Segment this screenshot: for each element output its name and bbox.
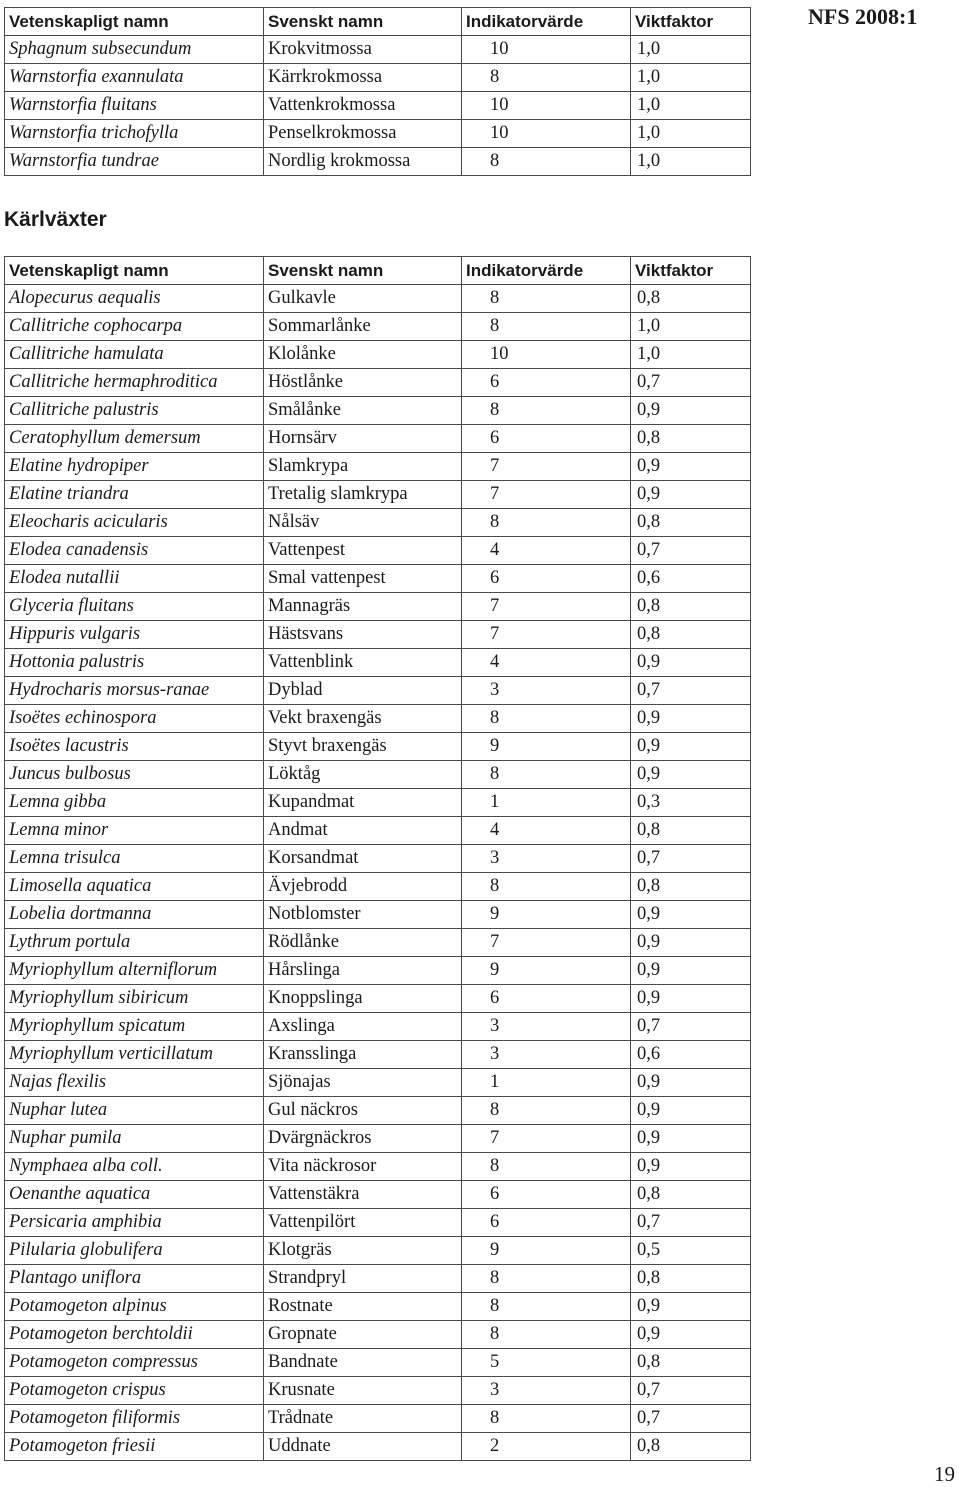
table-row [5,621,751,649]
table-row [5,509,751,537]
indicator-value-cell: 6 [462,1209,631,1237]
weight-factor-cell: 0,7 [631,1209,751,1237]
scientific-name-cell: Myriophyllum spicatum [5,1013,264,1041]
weight-factor-cell: 1,0 [631,341,751,369]
weight-factor-cell: 0,8 [631,593,751,621]
indicator-value-cell: 1 [462,1069,631,1097]
table-row [5,1349,751,1377]
scientific-name-cell: Glyceria fluitans [5,593,264,621]
swedish-name-cell: Sommarlånke [264,313,462,341]
scientific-name-cell: Warnstorfia tundrae [5,148,264,176]
weight-factor-cell: 0,6 [631,1041,751,1069]
table-row [5,120,751,148]
scientific-name-cell: Potamogeton alpinus [5,1293,264,1321]
indicator-value-cell: 6 [462,1181,631,1209]
weight-factor-cell: 0,9 [631,1097,751,1125]
swedish-name-cell: Penselkrokmossa [264,120,462,148]
swedish-name-cell: Klotgräs [264,1237,462,1265]
weight-factor-cell: 1,0 [631,148,751,176]
table-row [5,1433,751,1461]
indicator-value-cell: 8 [462,1405,631,1433]
indicator-value-cell: 3 [462,1377,631,1405]
scientific-name-cell: Potamogeton filiformis [5,1405,264,1433]
scientific-name-cell: Oenanthe aquatica [5,1181,264,1209]
swedish-name-cell: Hästsvans [264,621,462,649]
weight-factor-cell: 0,6 [631,565,751,593]
table-header-row [5,257,751,285]
indicator-value-cell: 4 [462,817,631,845]
weight-factor-cell: 0,8 [631,285,751,313]
indicator-value-cell: 7 [462,453,631,481]
swedish-name-cell: Mannagräs [264,593,462,621]
scientific-name-cell: Eleocharis acicularis [5,509,264,537]
weight-factor-cell: 0,9 [631,901,751,929]
indicator-value-cell: 10 [462,120,631,148]
indicator-value-cell: 6 [462,369,631,397]
scientific-name-cell: Pilularia globulifera [5,1237,264,1265]
table-row [5,593,751,621]
weight-factor-cell: 0,3 [631,789,751,817]
table-row [5,957,751,985]
swedish-name-cell: Andmat [264,817,462,845]
weight-factor-cell: 0,7 [631,537,751,565]
weight-factor-cell: 0,9 [631,397,751,425]
col-header-indicator-value: Indikatorvärde [462,8,631,36]
swedish-name-cell: Tretalig slamkrypa [264,481,462,509]
table-row [5,1041,751,1069]
scientific-name-cell: Warnstorfia fluitans [5,92,264,120]
weight-factor-cell: 0,8 [631,817,751,845]
col-header-swedish-name: Svenskt namn [264,257,462,285]
swedish-name-cell: Vattenkrokmossa [264,92,462,120]
weight-factor-cell: 0,9 [631,733,751,761]
table-row [5,1405,751,1433]
indicator-value-cell: 8 [462,1097,631,1125]
indicator-value-cell: 3 [462,1041,631,1069]
document-id: NFS 2008:1 [808,4,918,29]
table-row [5,148,751,176]
swedish-name-cell: Ävjebrodd [264,873,462,901]
swedish-name-cell: Knoppslinga [264,985,462,1013]
swedish-name-cell: Styvt braxengäs [264,733,462,761]
swedish-name-cell: Krusnate [264,1377,462,1405]
indicator-value-cell: 8 [462,285,631,313]
weight-factor-cell: 1,0 [631,36,751,64]
weight-factor-cell: 0,5 [631,1237,751,1265]
scientific-name-cell: Potamogeton berchtoldii [5,1321,264,1349]
scientific-name-cell: Persicaria amphibia [5,1209,264,1237]
indicator-value-cell: 3 [462,1013,631,1041]
scientific-name-cell: Potamogeton friesii [5,1433,264,1461]
swedish-name-cell: Vita näckrosor [264,1153,462,1181]
scientific-name-cell: Plantago uniflora [5,1265,264,1293]
indicator-value-cell: 4 [462,649,631,677]
weight-factor-cell: 0,9 [631,957,751,985]
col-header-weight-factor: Viktfaktor [631,257,751,285]
scientific-name-cell: Ceratophyllum demersum [5,425,264,453]
swedish-name-cell: Kärrkrokmossa [264,64,462,92]
scientific-name-cell: Hottonia palustris [5,649,264,677]
weight-factor-cell: 0,7 [631,1405,751,1433]
scientific-name-cell: Lobelia dortmanna [5,901,264,929]
weight-factor-cell: 0,8 [631,873,751,901]
col-header-swedish-name: Svenskt namn [264,8,462,36]
section-title-karlvaxter: Kärlväxter [4,208,107,231]
scientific-name-cell: Potamogeton compressus [5,1349,264,1377]
scientific-name-cell: Callitriche palustris [5,397,264,425]
indicator-value-cell: 7 [462,481,631,509]
table-row [5,537,751,565]
indicator-value-cell: 4 [462,537,631,565]
weight-factor-cell: 0,9 [631,985,751,1013]
moss-table [4,7,751,176]
table-row [5,92,751,120]
indicator-value-cell: 9 [462,1237,631,1265]
scientific-name-cell: Lemna trisulca [5,845,264,873]
table-row [5,1237,751,1265]
indicator-value-cell: 8 [462,873,631,901]
indicator-value-cell: 8 [462,313,631,341]
scientific-name-cell: Limosella aquatica [5,873,264,901]
scientific-name-cell: Elodea canadensis [5,537,264,565]
indicator-value-cell: 7 [462,1125,631,1153]
swedish-name-cell: Gulkavle [264,285,462,313]
swedish-name-cell: Bandnate [264,1349,462,1377]
table-row [5,285,751,313]
table-row [5,64,751,92]
table-row [5,789,751,817]
swedish-name-cell: Krokvitmossa [264,36,462,64]
scientific-name-cell: Isoëtes lacustris [5,733,264,761]
table-row [5,36,751,64]
scientific-name-cell: Warnstorfia trichofylla [5,120,264,148]
weight-factor-cell: 0,9 [631,649,751,677]
indicator-value-cell: 8 [462,1265,631,1293]
table-row [5,733,751,761]
scientific-name-cell: Lemna minor [5,817,264,845]
indicator-value-cell: 6 [462,985,631,1013]
scientific-name-cell: Sphagnum subsecundum [5,36,264,64]
scientific-name-cell: Myriophyllum alterniflorum [5,957,264,985]
weight-factor-cell: 0,8 [631,425,751,453]
weight-factor-cell: 0,8 [631,1265,751,1293]
swedish-name-cell: Vekt braxengäs [264,705,462,733]
weight-factor-cell: 0,8 [631,1433,751,1461]
indicator-value-cell: 7 [462,929,631,957]
table-row [5,1125,751,1153]
swedish-name-cell: Kransslinga [264,1041,462,1069]
col-header-indicator-value: Indikatorvärde [462,257,631,285]
table-row [5,453,751,481]
table-row [5,369,751,397]
swedish-name-cell: Axslinga [264,1013,462,1041]
weight-factor-cell: 0,8 [631,509,751,537]
weight-factor-cell: 0,9 [631,481,751,509]
weight-factor-cell: 0,9 [631,1293,751,1321]
table-row [5,1097,751,1125]
table-row [5,425,751,453]
weight-factor-cell: 1,0 [631,92,751,120]
swedish-name-cell: Trådnate [264,1405,462,1433]
table-row [5,705,751,733]
table-row [5,1265,751,1293]
weight-factor-cell: 0,7 [631,1013,751,1041]
swedish-name-cell: Vattenpilört [264,1209,462,1237]
table-row [5,817,751,845]
scientific-name-cell: Elatine triandra [5,481,264,509]
weight-factor-cell: 0,9 [631,1153,751,1181]
table-row [5,649,751,677]
swedish-name-cell: Hårslinga [264,957,462,985]
indicator-value-cell: 9 [462,957,631,985]
scientific-name-cell: Elodea nutallii [5,565,264,593]
indicator-value-cell: 7 [462,621,631,649]
indicator-value-cell: 8 [462,705,631,733]
weight-factor-cell: 0,9 [631,1069,751,1097]
swedish-name-cell: Höstlånke [264,369,462,397]
indicator-value-cell: 8 [462,509,631,537]
swedish-name-cell: Dyblad [264,677,462,705]
scientific-name-cell: Nymphaea alba coll. [5,1153,264,1181]
indicator-value-cell: 8 [462,761,631,789]
weight-factor-cell: 0,8 [631,1349,751,1377]
table-header-row [5,8,751,36]
indicator-value-cell: 9 [462,733,631,761]
table-row [5,565,751,593]
indicator-value-cell: 10 [462,92,631,120]
col-header-scientific-name: Vetenskapligt namn [5,8,264,36]
indicator-value-cell: 10 [462,341,631,369]
moss-table-body [5,36,751,176]
scientific-name-cell: Callitriche cophocarpa [5,313,264,341]
indicator-value-cell: 1 [462,789,631,817]
swedish-name-cell: Gul näckros [264,1097,462,1125]
indicator-value-cell: 8 [462,1153,631,1181]
indicator-value-cell: 8 [462,397,631,425]
scientific-name-cell: Nuphar pumila [5,1125,264,1153]
scientific-name-cell: Nuphar lutea [5,1097,264,1125]
col-header-weight-factor: Viktfaktor [631,8,751,36]
table-row [5,1321,751,1349]
indicator-value-cell: 8 [462,64,631,92]
swedish-name-cell: Smålånke [264,397,462,425]
weight-factor-cell: 0,9 [631,761,751,789]
weight-factor-cell: 0,9 [631,1125,751,1153]
table-row [5,845,751,873]
weight-factor-cell: 1,0 [631,120,751,148]
indicator-value-cell: 3 [462,845,631,873]
table-row [5,1153,751,1181]
weight-factor-cell: 0,7 [631,1377,751,1405]
indicator-value-cell: 10 [462,36,631,64]
table-row [5,1293,751,1321]
scientific-name-cell: Isoëtes echinospora [5,705,264,733]
scientific-name-cell: Myriophyllum sibiricum [5,985,264,1013]
indicator-value-cell: 8 [462,1293,631,1321]
col-header-scientific-name: Vetenskapligt namn [5,257,264,285]
weight-factor-cell: 0,9 [631,1321,751,1349]
scientific-name-cell: Elatine hydropiper [5,453,264,481]
swedish-name-cell: Uddnate [264,1433,462,1461]
swedish-name-cell: Vattenpest [264,537,462,565]
scientific-name-cell: Alopecurus aequalis [5,285,264,313]
weight-factor-cell: 1,0 [631,64,751,92]
table-row [5,1069,751,1097]
indicator-value-cell: 8 [462,1321,631,1349]
scientific-name-cell: Juncus bulbosus [5,761,264,789]
weight-factor-cell: 1,0 [631,313,751,341]
weight-factor-cell: 0,7 [631,369,751,397]
table-row [5,929,751,957]
table-row [5,901,751,929]
indicator-value-cell: 2 [462,1433,631,1461]
swedish-name-cell: Löktåg [264,761,462,789]
table-row [5,985,751,1013]
vascular-plants-table [4,256,751,1461]
weight-factor-cell: 0,9 [631,929,751,957]
swedish-name-cell: Nålsäv [264,509,462,537]
scientific-name-cell: Lythrum portula [5,929,264,957]
weight-factor-cell: 0,9 [631,453,751,481]
weight-factor-cell: 0,8 [631,621,751,649]
table-row [5,1013,751,1041]
weight-factor-cell: 0,8 [631,1181,751,1209]
swedish-name-cell: Notblomster [264,901,462,929]
indicator-value-cell: 5 [462,1349,631,1377]
page-number: 19 [934,1462,955,1486]
table-row [5,481,751,509]
swedish-name-cell: Nordlig krokmossa [264,148,462,176]
swedish-name-cell: Kupandmat [264,789,462,817]
swedish-name-cell: Klolånke [264,341,462,369]
scientific-name-cell: Callitriche hamulata [5,341,264,369]
table-row [5,1181,751,1209]
indicator-value-cell: 6 [462,565,631,593]
swedish-name-cell: Korsandmat [264,845,462,873]
swedish-name-cell: Rödlånke [264,929,462,957]
scientific-name-cell: Callitriche hermaphroditica [5,369,264,397]
swedish-name-cell: Slamkrypa [264,453,462,481]
swedish-name-cell: Vattenblink [264,649,462,677]
swedish-name-cell: Smal vattenpest [264,565,462,593]
indicator-value-cell: 6 [462,425,631,453]
scientific-name-cell: Najas flexilis [5,1069,264,1097]
indicator-value-cell: 9 [462,901,631,929]
scientific-name-cell: Lemna gibba [5,789,264,817]
table-row [5,1377,751,1405]
indicator-value-cell: 3 [462,677,631,705]
scientific-name-cell: Hippuris vulgaris [5,621,264,649]
swedish-name-cell: Sjönajas [264,1069,462,1097]
table-row [5,397,751,425]
swedish-name-cell: Strandpryl [264,1265,462,1293]
swedish-name-cell: Dvärgnäckros [264,1125,462,1153]
scientific-name-cell: Warnstorfia exannulata [5,64,264,92]
indicator-value-cell: 7 [462,593,631,621]
indicator-value-cell: 8 [462,148,631,176]
table-row [5,1209,751,1237]
weight-factor-cell: 0,7 [631,677,751,705]
weight-factor-cell: 0,9 [631,705,751,733]
table-row [5,313,751,341]
table-row [5,873,751,901]
swedish-name-cell: Rostnate [264,1293,462,1321]
table-row [5,341,751,369]
table-row [5,677,751,705]
vascular-plants-table-body [5,285,751,1461]
scientific-name-cell: Myriophyllum verticillatum [5,1041,264,1069]
swedish-name-cell: Vattenstäkra [264,1181,462,1209]
scientific-name-cell: Hydrocharis morsus-ranae [5,677,264,705]
swedish-name-cell: Hornsärv [264,425,462,453]
swedish-name-cell: Gropnate [264,1321,462,1349]
table-row [5,761,751,789]
weight-factor-cell: 0,7 [631,845,751,873]
scientific-name-cell: Potamogeton crispus [5,1377,264,1405]
